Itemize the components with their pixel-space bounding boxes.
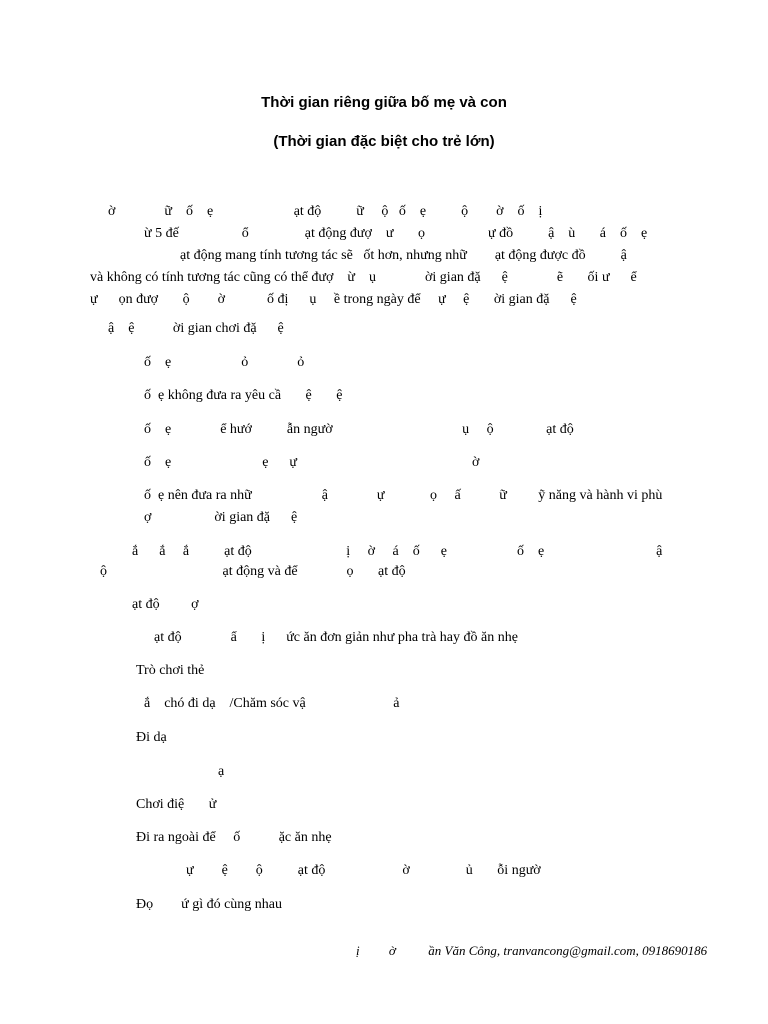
- page-subtitle: (Thời gian đặc biệt cho trẻ lớn): [273, 133, 495, 150]
- list-item: ố ẹ ể hướ ẫn ngườ ụ ộ ạt độ: [144, 422, 574, 437]
- activities-heading: ạt độ ợ: [132, 597, 199, 612]
- section-heading: ậ ệ ời gian chơi đặ ệ: [108, 321, 284, 336]
- page-title: Thời gian riêng giữa bố mẹ và con: [261, 94, 507, 111]
- activity-item: Trò chơi thẻ: [136, 663, 205, 678]
- intro-line: ự ọn đượ ộ ờ ố đị ụ ề trong ngày để ự ệ ời gian đặ ệ: [90, 292, 577, 307]
- list-item: ố ẹ không đưa ra yêu cầ ệ ệ: [144, 388, 343, 403]
- activity-item: Chơi điệ ử: [136, 797, 217, 812]
- activity-item: ạ: [218, 764, 225, 779]
- intro-line: ờ ữ ố ẹ ạt độ ữ ộ ố ẹ ộ ờ ố ị: [108, 204, 543, 219]
- list-item: ố ẹ nên đưa ra nhữ ậ ự ọ ấ ữ ỹ năng và hành vi phù: [144, 488, 663, 503]
- paragraph-line: ộ ạt động và để ọ ạt độ: [100, 564, 406, 579]
- paragraph-line: ắ ắ ắ ạt độ ị ờ á ố ẹ ố ẹ ậ: [132, 544, 663, 559]
- activity-item: ắ chó đi dạ /Chăm sóc vậ ả: [144, 696, 400, 711]
- intro-line: ạt động mang tính tương tác sẽ ốt hơn, nhưng nhữ ạt động được đồ ậ: [180, 248, 627, 263]
- activity-item: Đi dạ: [136, 730, 167, 745]
- list-item: ố ẹ ẹ ự ờ: [144, 455, 480, 470]
- author-footer: ị ờ ần Văn Công, tranvancong@gmail.com, 0918690186: [356, 943, 708, 958]
- activity-item: Đọ ứ gì đó cùng nhau: [136, 897, 283, 912]
- activity-item: ạt độ ẩ ị ức ăn đơn giản như pha trà hay đồ ăn nhẹ: [154, 630, 518, 645]
- list-item: ố ẹ ỏ ỏ: [144, 355, 305, 370]
- activity-item: ự ệ ộ ạt độ ờ ủ ỗi ngườ: [186, 863, 541, 878]
- activity-item: Đi ra ngoài để ố ặc ăn nhẹ: [136, 830, 332, 845]
- intro-line: ừ 5 đế ổ ạt động đượ ư ọ ự đồ ậ ù á ố ẹ: [144, 226, 648, 241]
- list-item-continuation: ợ ời gian đặ ệ: [144, 510, 298, 525]
- intro-line: và không có tính tương tác cũng có thể đượ ừ ụ ời gian đặ ệ ẽ ối ư ể: [90, 270, 637, 285]
